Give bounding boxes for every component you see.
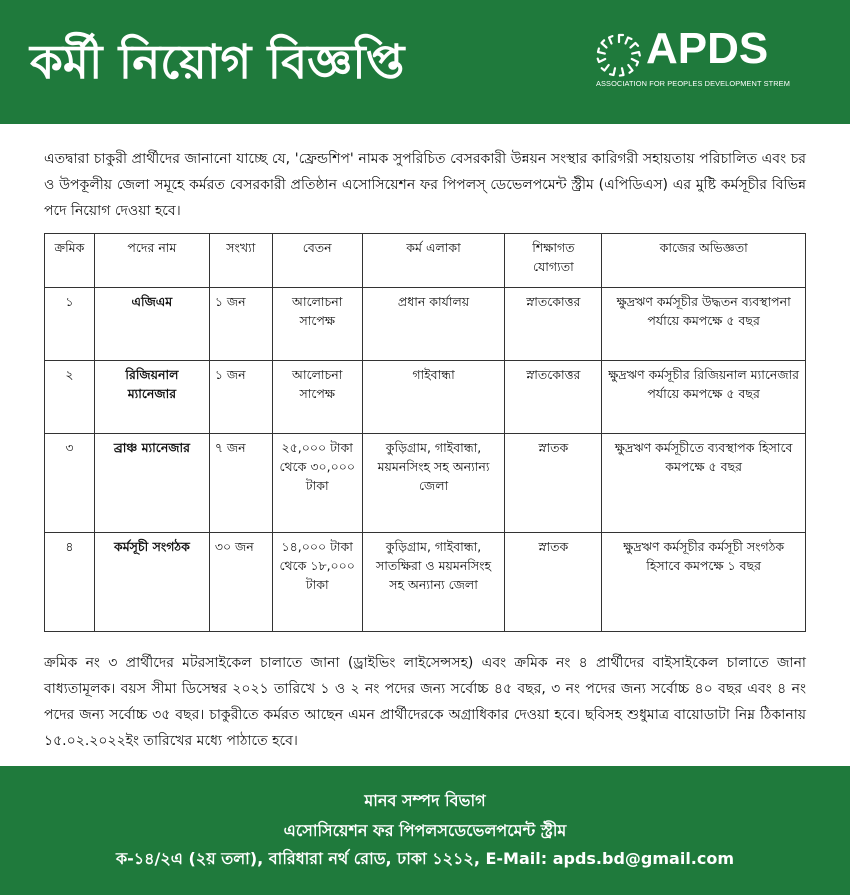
intro-paragraph: এতদ্বারা চাকুরী প্রার্থীদের জানানো যাচ্ছে যে, 'ফ্রেন্ডশিপ' নামক সুপরিচিত বেসরকারী উন্নয়ন সংস্থার কারিগরী সহায়তায় পরিচালিত এবং চর ও উপকূলীয় জেলা সমূহে কর্মরত বেসরকারী প্রতিষ্ঠান এসোসিয়েশন ফর পিপলস্ ডেভেলপমেন্ট স্ট্রীম (এপিডিএস) এর মুষ্টি কর্মসূচীর বিভিন্ন পদে নিয়োগ দেওয়া হবে। <box>44 151 806 219</box>
cell-count: ৩০ জন <box>209 533 272 632</box>
cell-serial: ৪ <box>45 533 95 632</box>
logo-ring-icon <box>596 32 642 78</box>
cell-count: ৭ জন <box>209 434 272 533</box>
footer-address: ক-১৪/২এ (২য় তলা), বারিধারা নর্থ রোড, ঢাকা ১২১২, E-Mail: apds.bd@gmail.com <box>115 849 735 868</box>
cell-count: ১ জন <box>209 361 272 434</box>
cell-experience: ক্ষুদ্রঋণ কর্মসূচীর কর্মসূচী সংগঠক হিসাবে কমপক্ষে ১ বছর <box>602 533 806 632</box>
header-area: কর্ম এলাকা <box>362 234 505 288</box>
requirements-note: ক্রমিক নং ৩ প্রার্থীদের মটরসাইকেল চালাতে জানা (ড্রাইভিং লাইসেন্সসহ) এবং ক্রমিক নং ৪ প্রার্থীদের বাইসাইকেল চালাতে জানা বাধ্যতামূলক। বয়স সীমা ডিসেম্বর ২০২১ তারিখে ১ ও ২ নং পদের জন্য সর্বোচ্চ ৪৫ বছর, ৩ নং পদের জন্য সর্বোচ্চ ৪০ বছর এবং ৪ নং পদের জন্য সর্বোচ্চ ৩৫ বছর। চাকুরীতে কর্মরত আছেন এমন প্রার্থীদেরকে অগ্রাধিকার দেওয়া হবে। ছবিসহ শুধুমাত্র বায়োডাটা নিম্ন ঠিকানায় ১৫.০২.২০২২ইং তারিখের মধ্যে পাঠাতে হবে। <box>44 655 806 749</box>
cell-post: ব্রাঞ্চ ম্যানেজার <box>94 434 209 533</box>
cell-experience: ক্ষুদ্রঋণ কর্মসূচীর রিজিয়নাল ম্যানেজার পর্যায়ে কমপক্ষে ৫ বছর <box>602 361 806 434</box>
cell-education: স্নাতকোত্তর <box>505 361 602 434</box>
cell-salary: আলোচনা সাপেক্ষ <box>272 361 362 434</box>
cell-serial: ৩ <box>45 434 95 533</box>
header-post: পদের নাম <box>94 234 209 288</box>
logo-name: APDS <box>646 24 769 73</box>
logo-subtitle: ASSOCIATION FOR PEOPLES DEVELOPMENT STREM <box>596 79 790 88</box>
header-experience: কাজের অভিজ্ঞতা <box>602 234 806 288</box>
table-header-row <box>45 234 806 288</box>
cell-serial: ১ <box>45 288 95 361</box>
job-table <box>44 233 806 632</box>
footer-department: মানব সম্পদ বিভাগ <box>364 791 486 810</box>
table-row <box>45 533 806 632</box>
header-count: সংখ্যা <box>209 234 272 288</box>
cell-post: রিজিয়নাল ম্যানেজার <box>94 361 209 434</box>
table-row <box>45 361 806 434</box>
table-row <box>45 434 806 533</box>
cell-area: কুড়িগ্রাম, গাইবান্ধা, সাতক্ষিরা ও ময়মনসিংহ সহ অন্যান্য জেলা <box>362 533 505 632</box>
page-title: কর্মী নিয়োগ বিজ্ঞপ্তি <box>30 35 405 90</box>
cell-area: গাইবান্ধা <box>362 361 505 434</box>
header-serial: ক্রমিক <box>45 234 95 288</box>
cell-salary: আলোচনা সাপেক্ষ <box>272 288 362 361</box>
cell-experience: ক্ষুদ্রঋণ কর্মসূচীতে ব্যবস্থাপক হিসাবে কমপক্ষে ৫ বছর <box>602 434 806 533</box>
cell-education: স্নাতক <box>505 434 602 533</box>
cell-serial: ২ <box>45 361 95 434</box>
cell-area: কুড়িগ্রাম, গাইবান্ধা, ময়মনসিংহ সহ অন্যান্য জেলা <box>362 434 505 533</box>
cell-education: স্নাতকোত্তর <box>505 288 602 361</box>
cell-salary: ২৫,০০০ টাকা থেকে ৩০,০০০ টাকা <box>272 434 362 533</box>
header-salary: বেতন <box>272 234 362 288</box>
table-row <box>45 288 806 361</box>
cell-experience: ক্ষুদ্রঋণ কর্মসূচীর উদ্ধতন ব্যবস্থাপনা পর্যায়ে কমপক্ষে ৫ বছর <box>602 288 806 361</box>
header-education: শিক্ষাগত যোগ্যতা <box>505 234 602 288</box>
cell-post: কর্মসূচী সংগঠক <box>94 533 209 632</box>
cell-count: ১ জন <box>209 288 272 361</box>
apds-logo <box>596 24 821 92</box>
footer-organization: এসোসিয়েশন ফর পিপলসডেভেলপমেন্ট স্ট্রীম <box>283 821 567 840</box>
footer-banner <box>0 766 850 895</box>
cell-area: প্রধান কার্যালয় <box>362 288 505 361</box>
cell-education: স্নাতক <box>505 533 602 632</box>
header-banner <box>0 0 850 124</box>
cell-post: এজিএম <box>94 288 209 361</box>
cell-salary: ১৪,০০০ টাকা থেকে ১৮,০০০ টাকা <box>272 533 362 632</box>
